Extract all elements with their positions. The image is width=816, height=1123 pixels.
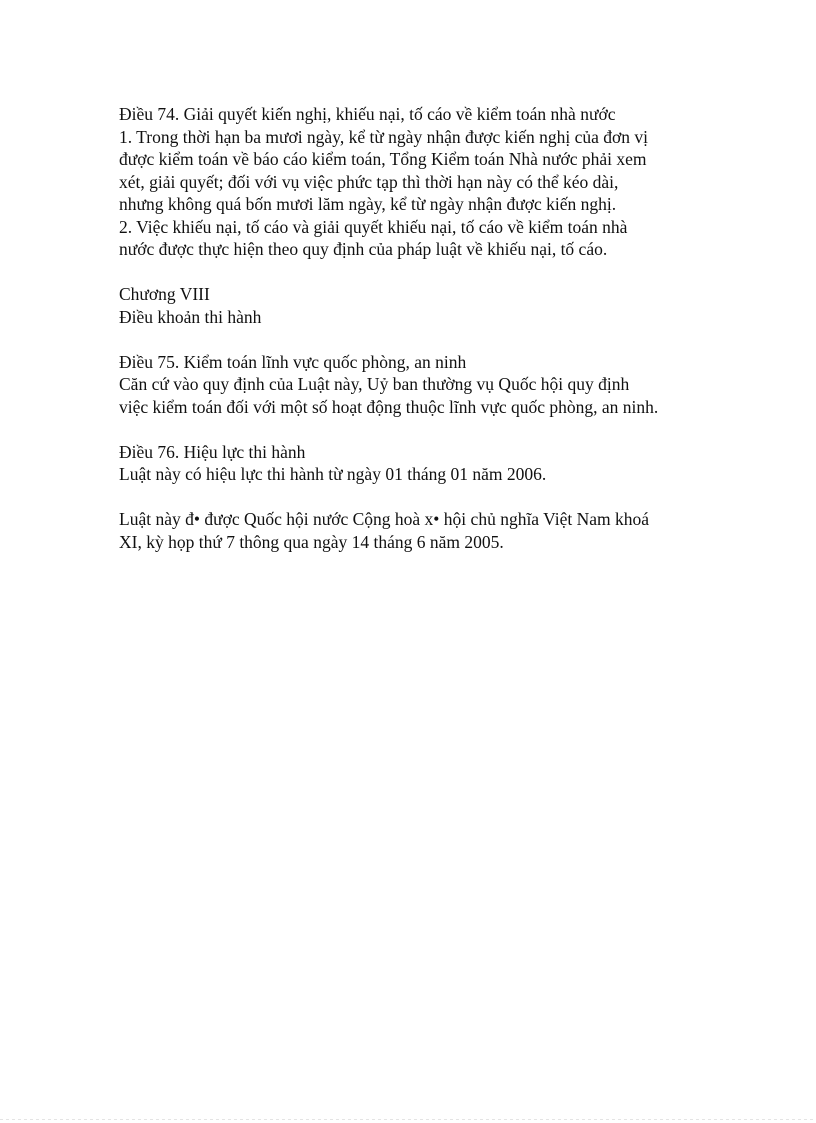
article-74-line: xét, giải quyết; đối với vụ việc phức tạp thì thời hạn này có thể kéo dài,	[119, 171, 619, 192]
closing-line: Luật này đ• được Quốc hội nước Cộng hoà x• hội chủ nghĩa Việt Nam khoá	[119, 509, 649, 529]
article-74-line: 1. Trong thời hạn ba mươi ngày, kể từ ngày nhận được kiến nghị của đơn vị	[119, 126, 648, 147]
closing-line: XI, kỳ họp thứ 7 thông qua ngày 14 tháng 6 năm 2005.	[119, 531, 504, 552]
chapter-8-number: Chương VIII	[119, 284, 210, 304]
chapter-8-section	[119, 283, 709, 328]
article-75-line: Căn cứ vào quy định của Luật này, Uỷ ban thường vụ Quốc hội quy định	[119, 374, 630, 394]
article-75-section	[119, 351, 709, 419]
paragraph-spacer	[119, 418, 709, 441]
article-76-section	[119, 441, 709, 486]
article-74-section	[119, 103, 709, 261]
article-76-line: Luật này có hiệu lực thi hành từ ngày 01 tháng 01 năm 2006.	[119, 464, 547, 484]
article-75-line: việc kiểm toán đối với một số hoạt động thuộc lĩnh vực quốc phòng, an ninh.	[119, 396, 659, 417]
article-74-line: nước được thực hiện theo quy định của pháp luật về khiếu nại, tố cáo.	[119, 239, 608, 259]
closing-section	[119, 508, 709, 553]
document-body	[119, 103, 709, 553]
article-74-line: 2. Việc khiếu nại, tố cáo và giải quyết khiếu nại, tố cáo về kiểm toán nhà	[119, 216, 628, 237]
article-74-heading: Điều 74. Giải quyết kiến nghị, khiếu nại, tố cáo về kiểm toán nhà nước	[119, 104, 616, 124]
paragraph-spacer	[119, 328, 709, 351]
paragraph-spacer	[119, 261, 709, 284]
article-74-line: nhưng không quá bốn mươi lăm ngày, kể từ ngày nhận được kiến nghị.	[119, 194, 617, 214]
article-75-heading: Điều 75. Kiểm toán lĩnh vực quốc phòng, an ninh	[119, 351, 467, 372]
page-edge-divider	[0, 1119, 816, 1120]
article-74-line: được kiểm toán về báo cáo kiểm toán, Tổng Kiểm toán Nhà nước phải xem	[119, 149, 647, 169]
article-76-heading: Điều 76. Hiệu lực thi hành	[119, 441, 306, 462]
paragraph-spacer	[119, 486, 709, 509]
chapter-8-title: Điều khoản thi hành	[119, 306, 262, 327]
